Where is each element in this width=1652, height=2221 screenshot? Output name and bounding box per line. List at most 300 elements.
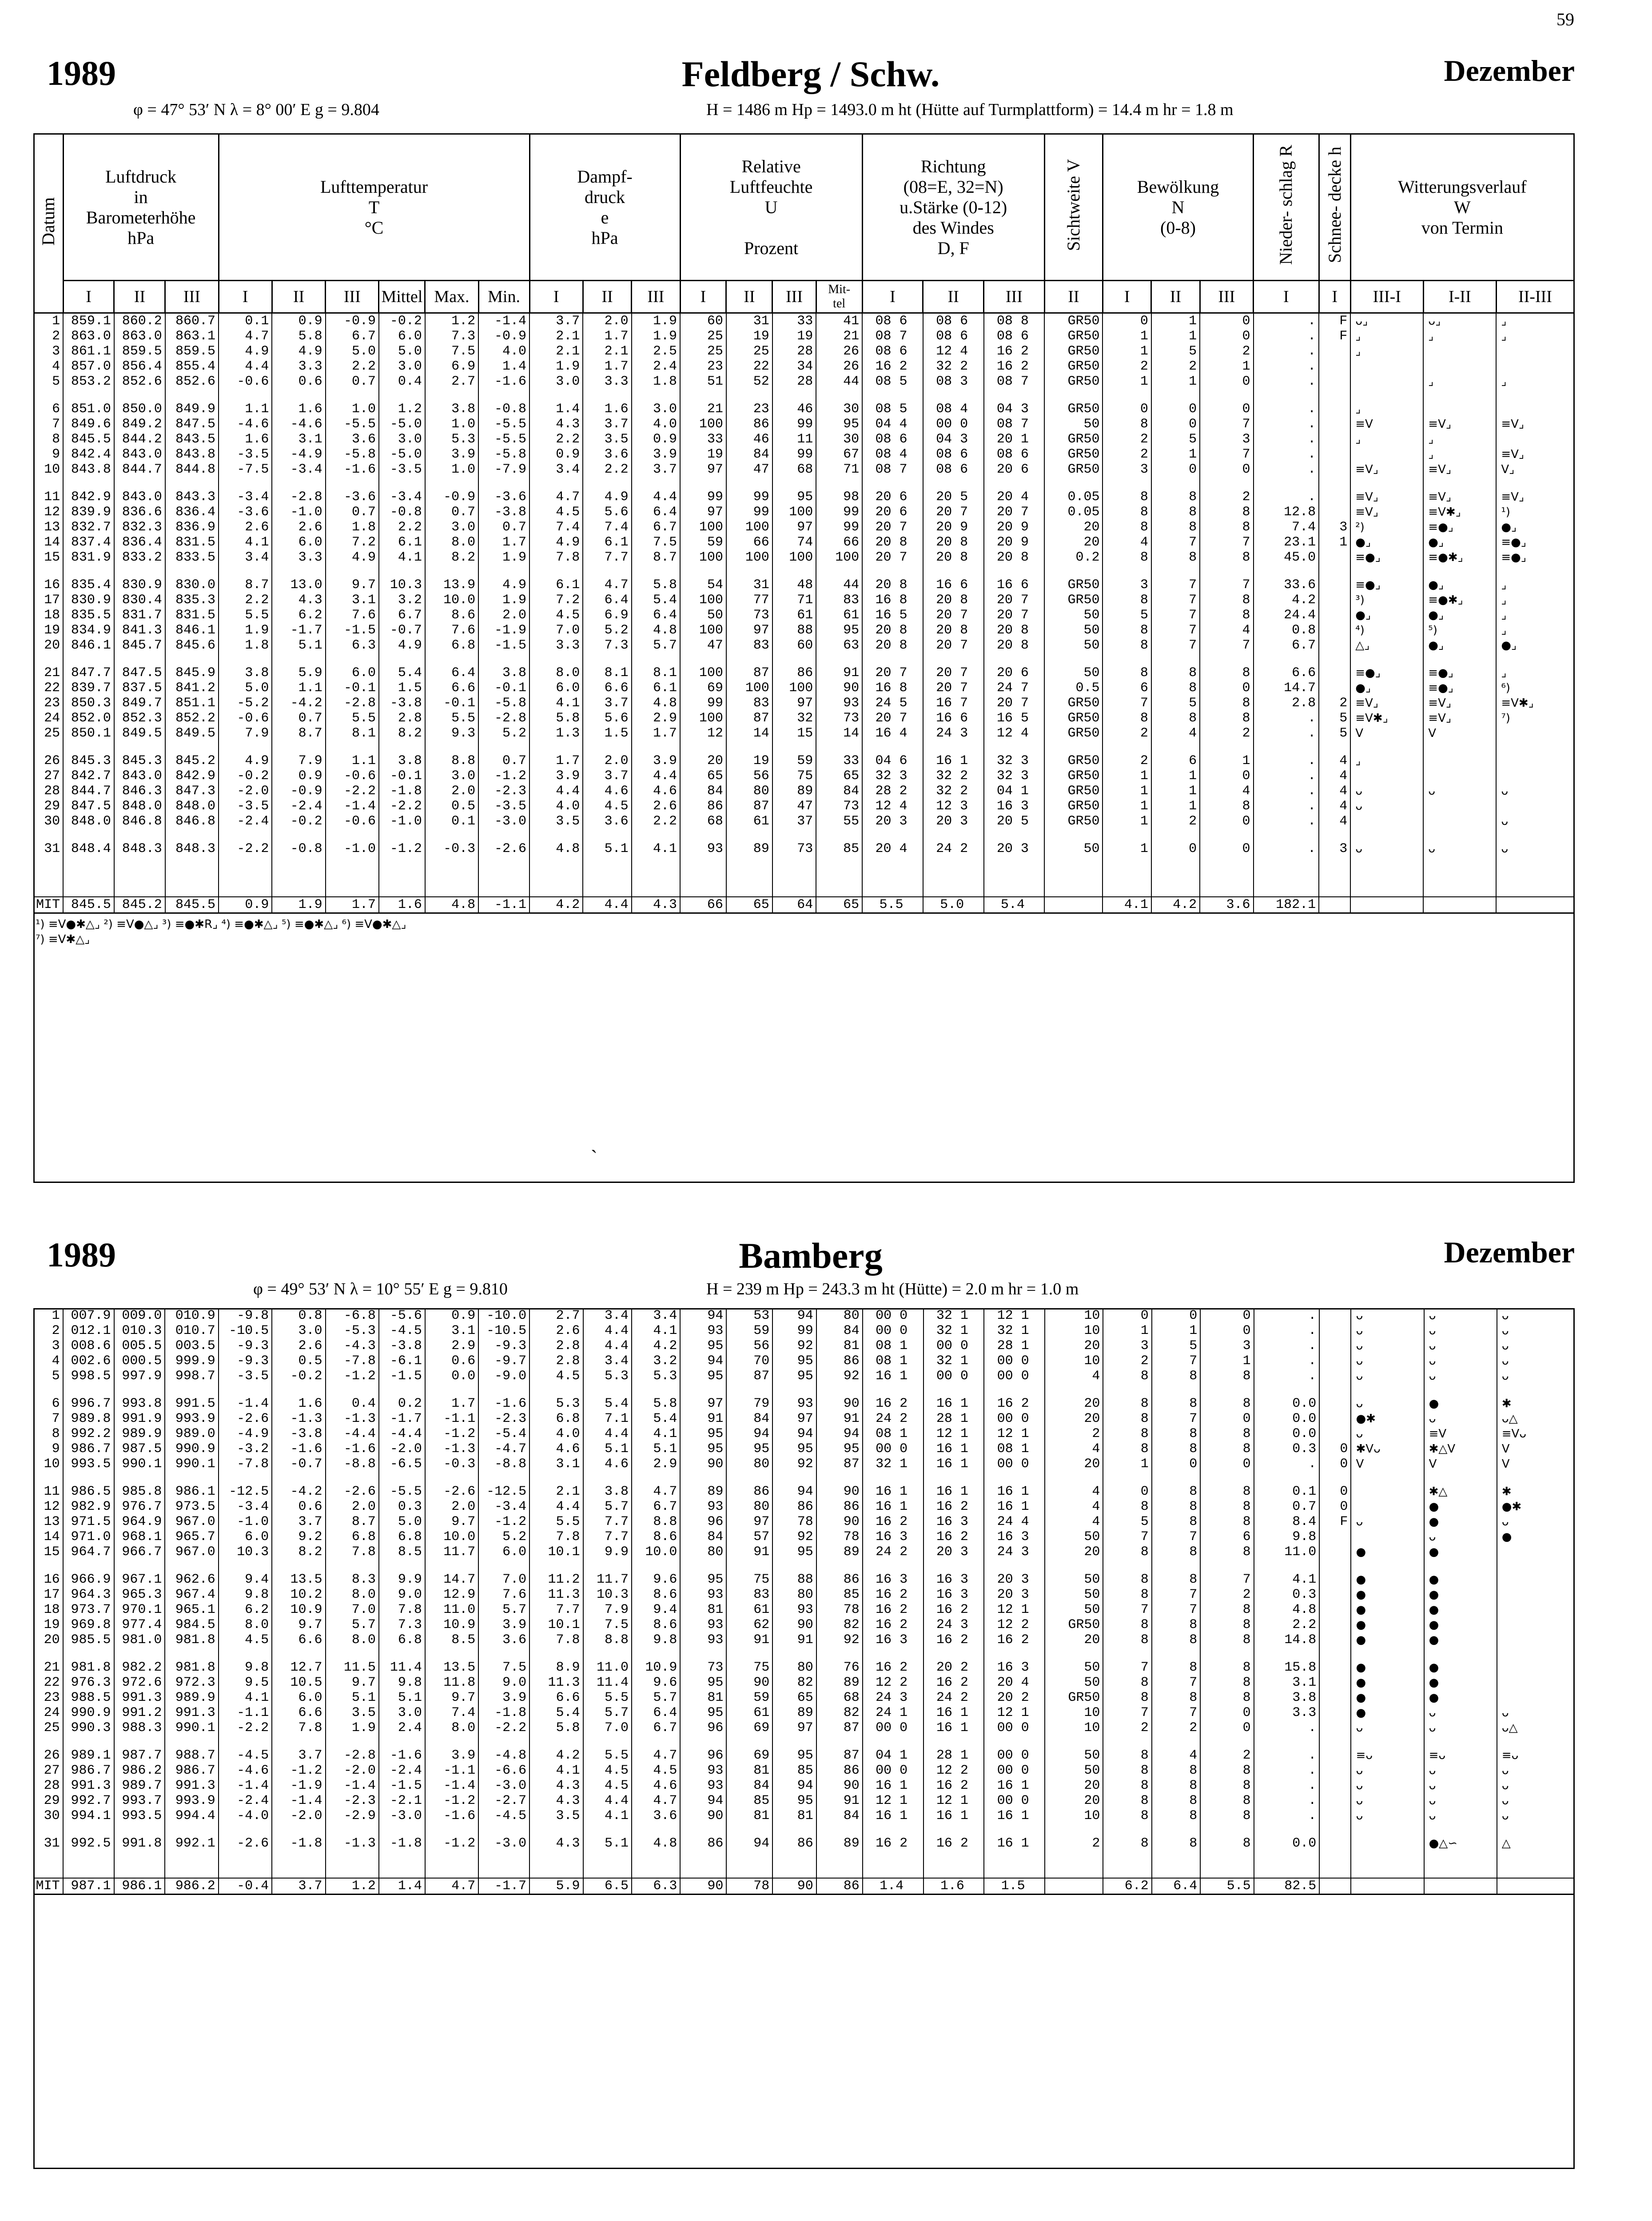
table-cell: 86 xyxy=(816,1499,863,1514)
table-cell: 24 3 xyxy=(923,726,984,741)
table-cell: 5 xyxy=(1151,344,1200,359)
table-cell: 24 2 xyxy=(863,1411,924,1426)
table-cell: 91 xyxy=(816,665,862,681)
table-cell: 30 xyxy=(816,402,862,417)
table-cell: 6.6 xyxy=(529,1690,583,1705)
table-cell: 26 xyxy=(816,359,862,374)
table-cell: 5.0 xyxy=(379,344,425,359)
table-cell: 10 xyxy=(1045,1353,1103,1369)
table-cell: 95 xyxy=(816,417,862,432)
table-cell: 0.9 xyxy=(272,768,325,784)
table-cell: ≡V xyxy=(1424,1426,1497,1441)
table-cell: 0.7 xyxy=(478,520,529,535)
table-cell: 5.7 xyxy=(632,638,680,653)
table-cell: 3.0 xyxy=(425,768,478,784)
table-cell: 3.6 xyxy=(326,432,379,447)
table-cell: 1.9 xyxy=(219,623,272,638)
table-cell: 46 xyxy=(726,432,772,447)
table-cell: 3.9 xyxy=(425,1748,478,1763)
table-cell: 3.0 xyxy=(425,520,478,535)
table-cell: 88 xyxy=(772,623,816,638)
table-cell: -2.6 xyxy=(219,1836,272,1851)
table-cell: 4.6 xyxy=(529,1441,583,1457)
table-cell: 6.7 xyxy=(632,1720,680,1735)
table-cell: ● xyxy=(1424,1544,1497,1560)
table-cell: 1.7 xyxy=(529,753,583,768)
table-cell: -9.0 xyxy=(478,1369,529,1384)
table-cell: -10.5 xyxy=(219,1323,272,1338)
table-cell: 972.3 xyxy=(165,1675,218,1690)
table-cell: ᴗ xyxy=(1351,1763,1424,1778)
table-cell: 28 1 xyxy=(924,1748,984,1763)
mean-cell: 66 xyxy=(680,897,726,912)
mean-cell: 3.7 xyxy=(272,1878,325,1894)
table-cell: ᴗ xyxy=(1424,1808,1497,1823)
table-cell: 841.2 xyxy=(165,681,219,696)
table-cell: -1.2 xyxy=(425,1426,478,1441)
table-cell: ● xyxy=(1424,1572,1497,1587)
table-cell: 20 3 xyxy=(862,814,923,829)
table-cell: 20 8 xyxy=(862,577,923,593)
table-cell: 0 xyxy=(1200,814,1253,829)
table-cell: 3 xyxy=(1103,1338,1151,1353)
table-cell: -5.8 xyxy=(478,447,529,462)
table-cell: 97 xyxy=(680,462,726,477)
table-cell: 10 xyxy=(34,462,64,477)
table-cell: -0.2 xyxy=(379,313,425,329)
table-cell: 0 xyxy=(1200,329,1253,344)
table-cell: 4.3 xyxy=(529,1778,583,1793)
table-cell: 991.3 xyxy=(165,1705,218,1720)
table-cell: 95 xyxy=(726,1441,772,1457)
table-cell: 852.6 xyxy=(165,374,219,389)
mean-cell: 986.2 xyxy=(165,1878,218,1894)
table-cell: ᴗ xyxy=(1424,1369,1497,1384)
table-cell: 5.1 xyxy=(632,1441,680,1457)
table-cell: 4.4 xyxy=(583,1793,632,1808)
table-cell: 3.3 xyxy=(529,638,583,653)
table-cell: 8 xyxy=(1200,1836,1254,1851)
table-cell: GR50 xyxy=(1044,402,1103,417)
table-cell: 10 xyxy=(1045,1808,1103,1823)
table-cell: 6.1 xyxy=(632,681,680,696)
station1-year: 1989 xyxy=(47,54,116,92)
table-cell: 94 xyxy=(816,1426,863,1441)
header-lufttemperatur: Lufttemperatur T °C xyxy=(219,134,529,281)
table-cell: 1.6 xyxy=(583,402,631,417)
table-cell: 4.2 xyxy=(529,1748,583,1763)
table-cell: 845.3 xyxy=(63,753,114,768)
table-cell: 20 7 xyxy=(984,593,1045,608)
table-cell: 7.6 xyxy=(425,623,478,638)
table-cell: 7.6 xyxy=(478,1587,529,1602)
table-cell: -2.0 xyxy=(379,1441,425,1457)
table-cell: 1 xyxy=(34,313,64,329)
table-cell: 7 xyxy=(1151,608,1200,623)
table-cell: 87 xyxy=(726,1369,772,1384)
table-cell: 1 xyxy=(1151,313,1200,329)
mean-cell: 1.5 xyxy=(984,1878,1045,1894)
table-cell: 9.3 xyxy=(425,726,478,741)
table-cell: 95 xyxy=(772,1748,816,1763)
table-cell: 30 xyxy=(816,432,862,447)
table-cell: 0 xyxy=(1103,313,1151,329)
table-cell: 1.0 xyxy=(425,417,478,432)
table-cell: -9.3 xyxy=(219,1353,272,1369)
table-cell: 95 xyxy=(772,1369,816,1384)
table-cell: 20 xyxy=(1045,1793,1103,1808)
table-cell: 68 xyxy=(680,814,726,829)
table-cell: . xyxy=(1254,462,1319,477)
table-cell: 845.3 xyxy=(114,753,165,768)
mean-cell: 90 xyxy=(772,1878,816,1894)
table-cell: 20 xyxy=(1045,1338,1103,1353)
table-cell: 1 xyxy=(1152,1323,1200,1338)
table-cell: 843.8 xyxy=(63,462,114,477)
table-cell: 00 0 xyxy=(984,1763,1045,1778)
table-cell: 8 xyxy=(1152,1836,1200,1851)
table-cell: 835.5 xyxy=(63,608,114,623)
table-cell: -0.2 xyxy=(272,1369,325,1384)
table-cell: 7 xyxy=(1200,1572,1254,1587)
table-cell: ⁷) xyxy=(1496,711,1574,726)
table-cell: 8 xyxy=(1103,1544,1151,1560)
table-cell: 4.2 xyxy=(1254,593,1319,608)
table-cell: 977.4 xyxy=(114,1617,165,1632)
subheader-cell: I xyxy=(1319,281,1350,313)
table-cell: 8 xyxy=(1103,1572,1151,1587)
table-cell: 5.8 xyxy=(529,1720,583,1735)
table-cell: 86 xyxy=(680,1836,726,1851)
table-cell: 863.1 xyxy=(165,329,219,344)
table-cell: 8.5 xyxy=(425,1632,478,1648)
table-cell: 95 xyxy=(816,1441,863,1457)
table-cell: 1.3 xyxy=(529,726,583,741)
table-cell: 70 xyxy=(726,1353,772,1369)
table-cell: 991.8 xyxy=(114,1836,165,1851)
table-cell: 61 xyxy=(726,1602,772,1617)
table-cell: -2.0 xyxy=(326,1763,379,1778)
table-cell: 11.3 xyxy=(529,1587,583,1602)
table-cell: 8 xyxy=(1200,520,1253,535)
table-cell: 28 1 xyxy=(924,1411,984,1426)
table-cell: 86 xyxy=(772,665,816,681)
table-cell: 11.2 xyxy=(529,1572,583,1587)
table-cell: 99 xyxy=(680,490,726,505)
table-cell: 97 xyxy=(680,1396,726,1411)
table-cell: 8.5 xyxy=(379,1544,425,1560)
table-cell: 92 xyxy=(816,1632,863,1648)
table-cell: 81 xyxy=(680,1690,726,1705)
table-cell: 16 7 xyxy=(923,696,984,711)
table-cell: 2.6 xyxy=(219,520,272,535)
table-cell: ●✱ xyxy=(1351,1411,1424,1426)
subheader-cell: I xyxy=(680,281,726,313)
table-cell: 0.6 xyxy=(272,374,325,389)
table-cell: 16 2 xyxy=(863,1602,924,1617)
table-cell: -1.4 xyxy=(219,1396,272,1411)
table-cell: 849.7 xyxy=(114,696,165,711)
table-cell: 33 xyxy=(680,432,726,447)
table-cell: 28 xyxy=(772,374,816,389)
table-cell: -2.2 xyxy=(219,1720,272,1735)
mean-cell: 65 xyxy=(726,897,772,912)
mean-cell: 845.5 xyxy=(63,897,114,912)
table-cell: 852.2 xyxy=(165,711,219,726)
station1-month: Dezember xyxy=(1444,54,1575,88)
table-cell: -2.6 xyxy=(478,841,529,856)
table-cell: 20 xyxy=(1045,1544,1103,1560)
table-cell: 833.2 xyxy=(114,550,165,565)
table-cell: 1.8 xyxy=(632,374,680,389)
subheader-cell: III xyxy=(326,281,379,313)
table-cell: 20 9 xyxy=(984,520,1045,535)
table-cell: GR50 xyxy=(1044,726,1103,741)
table-cell: 965.1 xyxy=(165,1602,218,1617)
table-cell: 1 xyxy=(1151,768,1200,784)
table-cell: 8 xyxy=(1103,1617,1151,1632)
table-cell: 005.5 xyxy=(114,1338,165,1353)
table-cell: ᴗ△ xyxy=(1497,1411,1575,1426)
table-cell: 2 xyxy=(1319,696,1350,711)
table-cell: 7.8 xyxy=(379,1602,425,1617)
table-cell: 95 xyxy=(816,623,862,638)
table-cell: 94 xyxy=(680,1353,726,1369)
table-cell: 2.6 xyxy=(529,1323,583,1338)
table-cell: 15 xyxy=(772,726,816,741)
table-cell: 100 xyxy=(726,681,772,696)
table-cell: 5.3 xyxy=(583,1369,632,1384)
table-cell: -3.4 xyxy=(219,1499,272,1514)
table-cell: 0.0 xyxy=(1254,1836,1320,1851)
table-cell: . xyxy=(1254,1323,1320,1338)
mean-cell: 1.4 xyxy=(863,1878,924,1894)
table-cell: 04 4 xyxy=(862,417,923,432)
table-cell: 986.7 xyxy=(63,1763,114,1778)
table-cell: 84 xyxy=(680,784,726,799)
table-cell: 5.5 xyxy=(326,711,379,726)
mean-cell: 6.2 xyxy=(1103,1878,1151,1894)
table-cell: 8 xyxy=(1200,1396,1254,1411)
table-cell: 850.1 xyxy=(63,726,114,741)
table-cell: 4 xyxy=(1319,753,1350,768)
table-cell: 1.0 xyxy=(326,402,379,417)
table-cell: GR50 xyxy=(1044,313,1103,329)
table-cell: 90 xyxy=(680,1457,726,1472)
table-cell: 16 2 xyxy=(924,1778,984,1793)
table-cell: ⁶) xyxy=(1496,681,1574,696)
table-cell: 012.1 xyxy=(63,1323,114,1338)
table-cell: 12 1 xyxy=(984,1705,1045,1720)
table-cell: -1.0 xyxy=(272,505,325,520)
table-cell: 3.7 xyxy=(272,1514,325,1529)
table-cell: -0.6 xyxy=(326,814,379,829)
table-cell: 7 xyxy=(1200,417,1253,432)
table-cell: 87 xyxy=(726,711,772,726)
table-cell: 971.5 xyxy=(63,1514,114,1529)
table-cell: 85 xyxy=(772,1763,816,1778)
table-cell: 7.9 xyxy=(219,726,272,741)
table-cell: 99 xyxy=(816,505,862,520)
table-cell: 5.5 xyxy=(219,608,272,623)
table-cell: 8.0 xyxy=(219,1617,272,1632)
table-cell: 32 2 xyxy=(923,784,984,799)
table-cell: 16 3 xyxy=(924,1587,984,1602)
stray-mark: ˋ xyxy=(591,1146,597,1168)
table-cell: 94 xyxy=(680,1793,726,1808)
upper-frame-extension xyxy=(33,912,1575,1183)
table-cell: 20 xyxy=(1045,1778,1103,1793)
table-cell: 835.4 xyxy=(63,577,114,593)
table-cell: 71 xyxy=(816,462,862,477)
table-cell: 991.5 xyxy=(165,1396,218,1411)
table-cell: 5.1 xyxy=(379,1690,425,1705)
table-cell: 5.3 xyxy=(425,432,478,447)
table-cell: 8.2 xyxy=(425,550,478,565)
table-cell: 998.7 xyxy=(165,1369,218,1384)
table-cell: 7 xyxy=(1151,535,1200,550)
table-cell: 5 xyxy=(1319,726,1350,741)
table-cell: 5.4 xyxy=(632,593,680,608)
table-cell: 962.6 xyxy=(165,1572,218,1587)
table-cell: 16 2 xyxy=(863,1836,924,1851)
table-cell: 16 3 xyxy=(863,1572,924,1587)
table-cell: 8 xyxy=(1103,1763,1151,1778)
table-cell: 12 xyxy=(34,1499,63,1514)
table-cell: 9.6 xyxy=(632,1675,680,1690)
table-cell: 66 xyxy=(816,535,862,550)
table-cell: 10.3 xyxy=(583,1587,632,1602)
table-cell: 20 7 xyxy=(862,711,923,726)
table-cell: 62 xyxy=(726,1617,772,1632)
table-cell: 16 1 xyxy=(863,1484,924,1499)
table-cell: 8 xyxy=(1152,1544,1200,1560)
table-cell: 2.0 xyxy=(425,784,478,799)
mean-cell: 845.2 xyxy=(114,897,165,912)
table-cell: 2.6 xyxy=(272,520,325,535)
table-cell: -0.9 xyxy=(478,329,529,344)
table-cell: 6.1 xyxy=(583,535,631,550)
table-cell: ≡V xyxy=(1350,417,1423,432)
table-cell: 11.7 xyxy=(583,1572,632,1587)
table-cell: 91 xyxy=(726,1544,772,1560)
table-cell: 95 xyxy=(772,1441,816,1457)
table-cell: 2 xyxy=(1045,1836,1103,1851)
table-cell: 00 0 xyxy=(863,1720,924,1735)
table-cell: 8 xyxy=(1200,1808,1254,1823)
table-cell: ⌟ xyxy=(1423,447,1496,462)
table-cell: -0.6 xyxy=(219,374,272,389)
table-cell: 52 xyxy=(726,374,772,389)
table-cell: 100 xyxy=(772,681,816,696)
table-cell: ≡V⌟ xyxy=(1496,417,1574,432)
table-cell: 4.8 xyxy=(632,696,680,711)
table-cell: 6.0 xyxy=(272,1690,325,1705)
table-cell: 80 xyxy=(726,1457,772,1472)
table-cell: 32 1 xyxy=(984,1323,1045,1338)
table-cell: 84 xyxy=(816,1808,863,1823)
table-cell: 16 1 xyxy=(984,1778,1045,1793)
table-cell: . xyxy=(1254,726,1319,741)
table-cell: 16 1 xyxy=(924,1808,984,1823)
table-cell: 04 3 xyxy=(923,432,984,447)
table-cell: 2.9 xyxy=(425,1338,478,1353)
table-cell: 16 1 xyxy=(923,753,984,768)
table-cell: ≡●⌟ xyxy=(1350,665,1423,681)
table-cell: ≡V⌟ xyxy=(1423,417,1496,432)
table-cell: 8 xyxy=(1103,1499,1151,1514)
table-cell: 988.3 xyxy=(114,1720,165,1735)
table-cell: 91 xyxy=(726,1632,772,1648)
table-cell: 1.9 xyxy=(478,550,529,565)
table-cell: 994.1 xyxy=(63,1808,114,1823)
table-cell: 853.2 xyxy=(63,374,114,389)
table-cell: ≡V✱⌟ xyxy=(1423,505,1496,520)
table-cell: 3.4 xyxy=(219,550,272,565)
table-cell: -2.2 xyxy=(326,784,379,799)
table-cell: 83 xyxy=(726,638,772,653)
table-cell: . xyxy=(1254,329,1319,344)
table-cell: V xyxy=(1423,726,1496,741)
table-cell: 32 3 xyxy=(984,768,1045,784)
table-cell: 4 xyxy=(34,1353,63,1369)
table-cell: -6.1 xyxy=(379,1353,425,1369)
table-cell: 90 xyxy=(772,1617,816,1632)
table-cell: 24 3 xyxy=(984,1544,1045,1560)
table-cell: 3.7 xyxy=(583,768,631,784)
table-cell: 16 5 xyxy=(984,711,1045,726)
table-cell: -3.8 xyxy=(478,505,529,520)
table-cell: 95 xyxy=(772,1353,816,1369)
table-cell: 982.9 xyxy=(63,1499,114,1514)
table-cell: 3.9 xyxy=(632,447,680,462)
table-cell: -7.8 xyxy=(326,1353,379,1369)
table-cell: 845.6 xyxy=(165,638,219,653)
table-cell: ≡Vᴗ xyxy=(1497,1426,1575,1441)
table-cell: ≡●⌟ xyxy=(1423,665,1496,681)
table-cell: 8 xyxy=(1200,1690,1254,1705)
table-cell: 16 6 xyxy=(923,577,984,593)
table-cell: 50 xyxy=(1045,1529,1103,1544)
table-cell: 08 7 xyxy=(862,462,923,477)
table-cell: 7 xyxy=(1152,1602,1200,1617)
table-cell: 86 xyxy=(680,799,726,814)
table-cell: 6.7 xyxy=(326,329,379,344)
table-cell: -1.4 xyxy=(272,1793,325,1808)
table-cell: -4.2 xyxy=(272,1484,325,1499)
table-cell: 20 2 xyxy=(984,1690,1045,1705)
table-cell: ᴗ⌟ xyxy=(1350,313,1423,329)
table-cell: -9.3 xyxy=(219,1338,272,1353)
table-cell: 16 8 xyxy=(862,681,923,696)
table-cell: 5 xyxy=(1103,1514,1151,1529)
table-cell: 14 xyxy=(34,535,64,550)
table-cell: -1.4 xyxy=(478,313,529,329)
table-cell: 847.5 xyxy=(114,665,165,681)
table-cell: 990.9 xyxy=(63,1705,114,1720)
table-cell: 992.2 xyxy=(63,1426,114,1441)
table-cell: ᴗ xyxy=(1351,1808,1424,1823)
table-cell: -2.3 xyxy=(478,784,529,799)
table-cell: ᴗ xyxy=(1351,1323,1424,1338)
table-cell: 13.9 xyxy=(425,577,478,593)
table-cell: 4.5 xyxy=(529,608,583,623)
table-cell: 4.8 xyxy=(632,1836,680,1851)
table-cell: 0 xyxy=(1200,841,1253,856)
table-cell: 89 xyxy=(772,1705,816,1720)
table-cell: ●✱ xyxy=(1497,1499,1575,1514)
table-cell: 00 0 xyxy=(924,1338,984,1353)
